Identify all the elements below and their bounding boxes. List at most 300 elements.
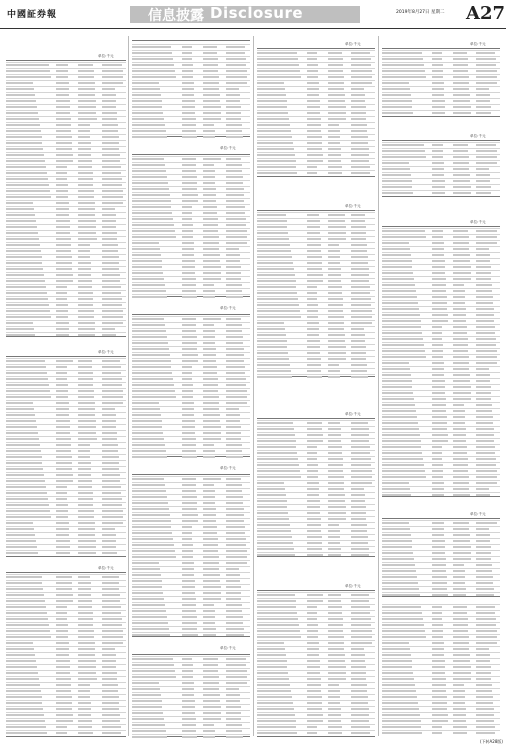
- text-fragment: [56, 624, 67, 626]
- text-fragment: [226, 532, 245, 534]
- text-fragment: [432, 476, 444, 478]
- text-fragment: [307, 70, 318, 72]
- text-fragment: [382, 82, 409, 84]
- text-row: [257, 706, 375, 707]
- text-row: [6, 550, 126, 551]
- text-fragment: [351, 726, 369, 728]
- text-fragment: [382, 374, 411, 376]
- text-fragment: [351, 464, 371, 466]
- text-fragment: [56, 366, 66, 368]
- text-fragment: [78, 666, 96, 668]
- text-fragment: [476, 446, 494, 448]
- text-row: [382, 378, 500, 379]
- text-fragment: [203, 158, 222, 160]
- text-row: [6, 502, 126, 503]
- text-row: [132, 454, 250, 455]
- text-row: [382, 450, 500, 451]
- text-row: [382, 438, 500, 439]
- text-fragment: [382, 156, 426, 158]
- text-row: [6, 302, 126, 303]
- text-fragment: [132, 354, 170, 356]
- text-fragment: [432, 64, 443, 66]
- page-number: A27: [466, 3, 506, 24]
- text-row: [382, 86, 500, 87]
- text-fragment: [6, 540, 36, 542]
- text-fragment: [78, 64, 93, 66]
- text-fragment: [226, 688, 239, 690]
- text-fragment: [182, 484, 196, 486]
- text-fragment: [432, 174, 445, 176]
- table-rule: [382, 140, 500, 141]
- text-row: [6, 592, 126, 593]
- text-row: [132, 246, 250, 247]
- text-fragment: [6, 360, 45, 362]
- text-row: [382, 276, 500, 277]
- text-fragment: [203, 402, 219, 404]
- text-fragment: [203, 112, 221, 114]
- text-fragment: [78, 474, 91, 476]
- text-row: [257, 498, 375, 499]
- text-fragment: [132, 278, 164, 280]
- text-fragment: [382, 440, 421, 442]
- text-fragment: [132, 438, 164, 440]
- text-fragment: [432, 272, 446, 274]
- text-row: [132, 536, 250, 537]
- text-row: [382, 462, 500, 463]
- text-row: [132, 364, 250, 365]
- text-fragment: [226, 290, 242, 292]
- text-fragment: [6, 600, 45, 602]
- text-fragment: [328, 618, 343, 620]
- text-fragment: [102, 486, 121, 488]
- text-fragment: [6, 678, 39, 680]
- text-fragment: [182, 456, 197, 458]
- text-fragment: [78, 112, 96, 114]
- unit-label: 单位:千元: [345, 42, 361, 46]
- text-fragment: [328, 118, 347, 120]
- text-fragment: [328, 70, 343, 72]
- text-row: [6, 176, 126, 177]
- text-row: [6, 724, 126, 725]
- text-fragment: [78, 88, 95, 90]
- text-fragment: [351, 440, 369, 442]
- text-row: [132, 316, 250, 317]
- text-fragment: [226, 278, 241, 280]
- text-fragment: [432, 180, 445, 182]
- text-fragment: [6, 396, 51, 398]
- text-fragment: [307, 542, 322, 544]
- text-fragment: [307, 358, 321, 360]
- text-fragment: [203, 414, 220, 416]
- section-title: 信息披露: [148, 8, 204, 24]
- text-fragment: [182, 384, 193, 386]
- text-fragment: [351, 594, 369, 596]
- text-fragment: [6, 366, 46, 368]
- text-fragment: [182, 616, 197, 618]
- unit-label: 单位:千元: [470, 134, 486, 138]
- text-fragment: [132, 260, 162, 262]
- text-fragment: [203, 502, 215, 504]
- text-fragment: [382, 678, 414, 680]
- text-fragment: [328, 58, 343, 60]
- text-fragment: [307, 286, 317, 288]
- text-fragment: [328, 654, 345, 656]
- text-fragment: [78, 214, 95, 216]
- text-fragment: [351, 660, 365, 662]
- text-fragment: [476, 464, 496, 466]
- text-row: [6, 260, 126, 261]
- text-fragment: [203, 82, 219, 84]
- text-fragment: [182, 164, 196, 166]
- text-fragment: [102, 504, 122, 506]
- text-row: [6, 484, 126, 485]
- text-fragment: [56, 720, 73, 722]
- text-fragment: [182, 562, 194, 564]
- text-fragment: [351, 678, 366, 680]
- text-fragment: [476, 434, 494, 436]
- text-row: [382, 616, 500, 617]
- text-fragment: [453, 606, 467, 608]
- text-fragment: [307, 732, 317, 734]
- text-fragment: [102, 696, 119, 698]
- text-fragment: [132, 568, 160, 570]
- text-row: [382, 104, 500, 105]
- text-fragment: [382, 308, 419, 310]
- text-fragment: [257, 352, 288, 354]
- text-fragment: [453, 230, 468, 232]
- text-fragment: [328, 536, 340, 538]
- text-fragment: [203, 46, 217, 48]
- text-fragment: [102, 166, 121, 168]
- text-row: [382, 456, 500, 457]
- text-fragment: [132, 682, 159, 684]
- text-fragment: [432, 392, 446, 394]
- column-divider: [253, 36, 254, 736]
- text-fragment: [203, 478, 222, 480]
- text-fragment: [257, 488, 285, 490]
- text-row: [6, 658, 126, 659]
- text-row: [6, 406, 126, 407]
- text-fragment: [453, 624, 468, 626]
- text-fragment: [78, 522, 95, 524]
- text-fragment: [203, 408, 220, 410]
- text-fragment: [328, 594, 341, 596]
- text-fragment: [328, 600, 342, 602]
- text-fragment: [453, 696, 465, 698]
- text-fragment: [351, 334, 364, 336]
- text-fragment: [56, 552, 70, 554]
- text-fragment: [56, 510, 68, 512]
- text-fragment: [351, 600, 369, 602]
- text-fragment: [307, 708, 323, 710]
- text-fragment: [328, 726, 342, 728]
- text-fragment: [102, 456, 119, 458]
- text-fragment: [453, 588, 466, 590]
- text-fragment: [56, 642, 68, 644]
- text-row: [6, 92, 126, 93]
- text-fragment: [56, 82, 68, 84]
- text-fragment: [382, 618, 423, 620]
- text-fragment: [182, 118, 196, 120]
- text-fragment: [307, 446, 317, 448]
- text-fragment: [182, 318, 196, 320]
- table-rule: [132, 314, 250, 315]
- text-fragment: [328, 464, 343, 466]
- text-fragment: [432, 546, 445, 548]
- text-row: [6, 442, 126, 443]
- text-fragment: [78, 630, 94, 632]
- text-fragment: [432, 52, 442, 54]
- text-fragment: [78, 588, 91, 590]
- text-fragment: [182, 604, 196, 606]
- text-fragment: [132, 318, 164, 320]
- text-fragment: [56, 546, 70, 548]
- text-fragment: [257, 172, 297, 174]
- text-fragment: [182, 426, 195, 428]
- text-fragment: [132, 366, 171, 368]
- text-fragment: [476, 192, 491, 194]
- text-fragment: [257, 88, 285, 90]
- text-row: [6, 436, 126, 437]
- text-fragment: [182, 170, 197, 172]
- text-fragment: [328, 106, 346, 108]
- text-row: [6, 610, 126, 611]
- text-fragment: [226, 556, 247, 558]
- text-fragment: [102, 220, 116, 222]
- text-fragment: [182, 694, 195, 696]
- text-row: [132, 174, 250, 175]
- text-fragment: [226, 628, 243, 630]
- text-fragment: [432, 552, 446, 554]
- text-row: [6, 194, 126, 195]
- text-fragment: [78, 456, 90, 458]
- text-row: [132, 276, 250, 277]
- text-row: [6, 682, 126, 683]
- text-fragment: [453, 94, 470, 96]
- text-row: [6, 508, 126, 509]
- text-fragment: [203, 248, 220, 250]
- text-fragment: [432, 428, 448, 430]
- text-fragment: [182, 336, 197, 338]
- text-fragment: [102, 516, 123, 518]
- text-fragment: [182, 532, 192, 534]
- text-fragment: [257, 548, 294, 550]
- text-row: [6, 706, 126, 707]
- text-fragment: [6, 142, 42, 144]
- text-fragment: [351, 684, 367, 686]
- text-fragment: [432, 494, 445, 496]
- text-row: [382, 604, 500, 605]
- text-fragment: [203, 396, 219, 398]
- text-row: [6, 412, 126, 413]
- text-fragment: [307, 52, 317, 54]
- text-fragment: [382, 528, 410, 530]
- text-row: [132, 584, 250, 585]
- text-fragment: [182, 218, 193, 220]
- text-fragment: [102, 94, 116, 96]
- text-row: [6, 158, 126, 159]
- text-row: [132, 448, 250, 449]
- text-row: [6, 400, 126, 401]
- text-fragment: [6, 720, 45, 722]
- text-row: [6, 358, 126, 359]
- text-row: [382, 640, 500, 641]
- text-fragment: [56, 94, 69, 96]
- text-fragment: [102, 384, 122, 386]
- text-fragment: [102, 444, 118, 446]
- text-fragment: [132, 218, 173, 220]
- text-fragment: [432, 582, 447, 584]
- text-fragment: [351, 340, 365, 342]
- text-fragment: [102, 238, 117, 240]
- text-fragment: [226, 438, 241, 440]
- text-fragment: [56, 684, 71, 686]
- text-fragment: [102, 492, 121, 494]
- text-fragment: [78, 690, 90, 692]
- text-fragment: [203, 70, 218, 72]
- text-row: [382, 300, 500, 301]
- text-fragment: [102, 304, 122, 306]
- text-row: [6, 376, 126, 377]
- text-fragment: [328, 624, 343, 626]
- text-fragment: [203, 438, 222, 440]
- text-row: [382, 550, 500, 551]
- text-fragment: [203, 426, 221, 428]
- text-row: [257, 290, 375, 291]
- text-row: [132, 92, 250, 93]
- text-fragment: [453, 446, 467, 448]
- text-fragment: [453, 392, 471, 394]
- text-fragment: [351, 238, 366, 240]
- text-fragment: [6, 372, 47, 374]
- text-row: [132, 506, 250, 507]
- text-fragment: [351, 64, 371, 66]
- text-fragment: [453, 702, 465, 704]
- text-fragment: [78, 360, 92, 362]
- text-fragment: [257, 494, 286, 496]
- text-fragment: [453, 368, 470, 370]
- text-fragment: [307, 678, 321, 680]
- text-fragment: [78, 142, 91, 144]
- text-fragment: [432, 726, 442, 728]
- text-fragment: [476, 174, 489, 176]
- text-row: [257, 652, 375, 653]
- text-fragment: [453, 356, 469, 358]
- text-fragment: [351, 280, 369, 282]
- text-fragment: [182, 378, 193, 380]
- text-row: [382, 80, 500, 81]
- text-fragment: [382, 380, 412, 382]
- text-fragment: [132, 730, 166, 732]
- text-fragment: [78, 202, 95, 204]
- text-fragment: [351, 624, 371, 626]
- text-row: [132, 626, 250, 627]
- text-fragment: [132, 526, 171, 528]
- text-fragment: [203, 384, 218, 386]
- text-fragment: [226, 520, 244, 522]
- text-row: [257, 676, 375, 677]
- text-fragment: [351, 446, 369, 448]
- text-fragment: [307, 434, 323, 436]
- text-fragment: [351, 76, 372, 78]
- text-fragment: [132, 70, 175, 72]
- text-fragment: [328, 316, 344, 318]
- text-fragment: [257, 732, 297, 734]
- text-fragment: [6, 214, 35, 216]
- text-fragment: [182, 514, 198, 516]
- text-fragment: [382, 284, 415, 286]
- text-fragment: [182, 106, 195, 108]
- text-fragment: [307, 524, 321, 526]
- text-fragment: [476, 272, 491, 274]
- text-fragment: [56, 456, 71, 458]
- table-rule: [382, 496, 500, 497]
- text-fragment: [56, 438, 70, 440]
- text-fragment: [102, 606, 121, 608]
- text-fragment: [432, 320, 448, 322]
- text-fragment: [102, 588, 119, 590]
- text-fragment: [226, 124, 242, 126]
- text-fragment: [203, 616, 215, 618]
- text-fragment: [328, 548, 341, 550]
- text-row: [6, 134, 126, 135]
- text-fragment: [432, 440, 448, 442]
- text-fragment: [476, 296, 492, 298]
- text-fragment: [328, 328, 345, 330]
- text-fragment: [476, 278, 491, 280]
- text-row: [257, 320, 375, 321]
- text-fragment: [476, 422, 493, 424]
- text-row: [132, 608, 250, 609]
- text-fragment: [257, 316, 301, 318]
- text-row: [382, 474, 500, 475]
- text-fragment: [328, 524, 339, 526]
- text-fragment: [102, 414, 116, 416]
- text-fragment: [203, 520, 217, 522]
- text-fragment: [56, 70, 68, 72]
- text-fragment: [476, 540, 490, 542]
- text-row: [132, 234, 250, 235]
- text-fragment: [78, 648, 95, 650]
- text-row: [257, 254, 375, 255]
- text-fragment: [56, 378, 67, 380]
- text-fragment: [6, 220, 36, 222]
- text-fragment: [307, 500, 320, 502]
- text-fragment: [382, 410, 416, 412]
- text-fragment: [102, 82, 123, 84]
- text-row: [132, 692, 250, 693]
- text-row: [257, 474, 375, 475]
- text-fragment: [307, 76, 319, 78]
- text-fragment: [307, 310, 318, 312]
- text-fragment: [102, 292, 121, 294]
- text-fragment: [102, 64, 122, 66]
- text-row: [6, 718, 126, 719]
- unit-label: 单位:千元: [98, 566, 114, 570]
- text-fragment: [476, 350, 496, 352]
- text-fragment: [132, 628, 169, 630]
- text-fragment: [307, 298, 318, 300]
- text-fragment: [132, 544, 174, 546]
- newspaper-logo: 中國証券報: [7, 10, 58, 20]
- text-fragment: [453, 88, 470, 90]
- text-fragment: [307, 440, 323, 442]
- text-row: [132, 554, 250, 555]
- text-fragment: [6, 298, 48, 300]
- text-fragment: [56, 64, 67, 66]
- text-fragment: [432, 302, 447, 304]
- text-fragment: [78, 226, 96, 228]
